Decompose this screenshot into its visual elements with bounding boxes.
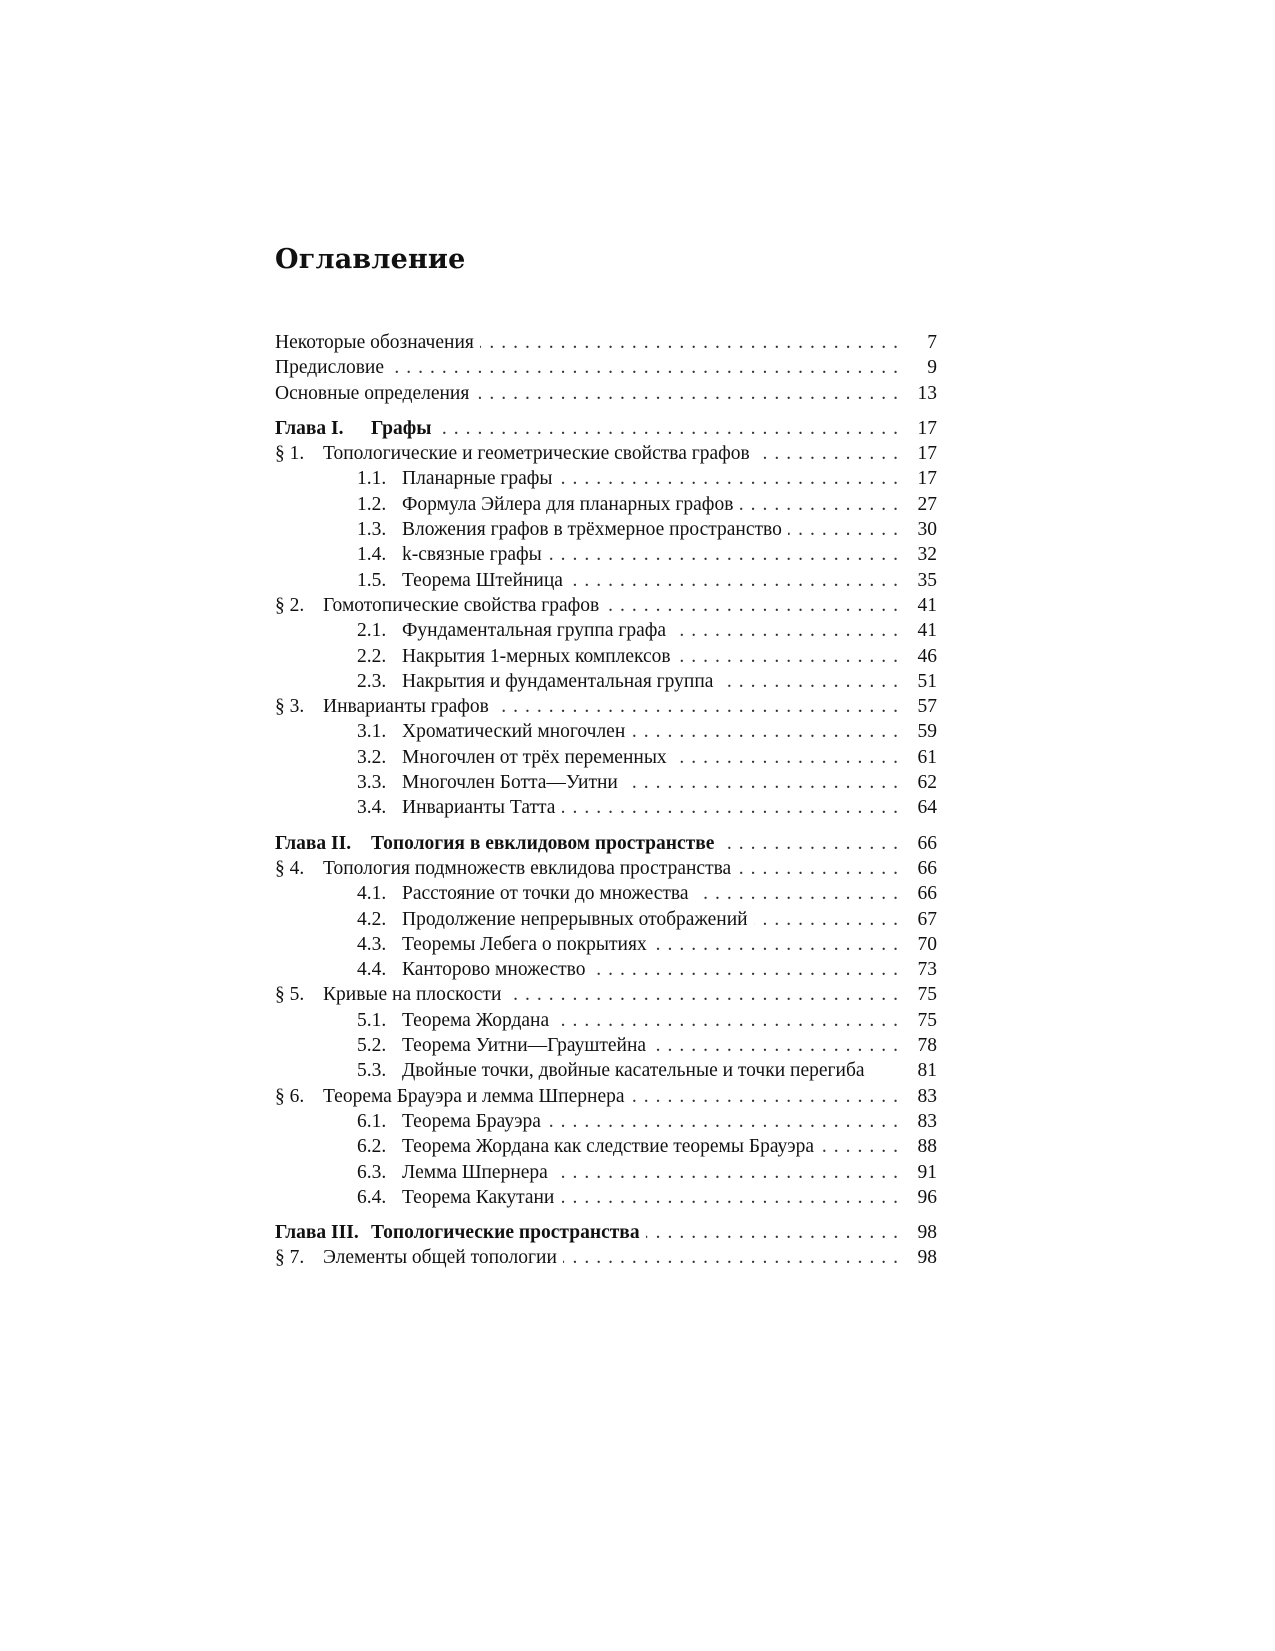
toc-entry-number: 4.1. [357,883,387,905]
toc-entry[interactable] [275,330,937,355]
toc-entry-title: Теорема Жордана [402,1009,550,1031]
toc-entry-page: 81 [917,1060,937,1082]
toc-entry-number: 5.3. [357,1060,387,1082]
toc-entry-number: 5.2. [357,1035,387,1057]
toc-entry-page: 59 [917,721,937,743]
toc-entry-number: § 7. [275,1247,305,1269]
toc-entry-title: Фундаментальная группа графа [402,620,667,642]
toc-entry-title: Двойные точки, двойные касательные и точки перегиба [402,1060,865,1082]
toc-entry-page: 41 [917,620,937,642]
toc-entry-title: Продолжение непрерывных отображений [402,908,748,930]
toc-entry-page: 13 [917,382,937,404]
toc-entry-title: Лемма Шпернера [402,1161,548,1183]
toc-entry-title: Основные определения [275,382,470,404]
dot-leader [554,1160,905,1185]
dot-leader [646,1220,905,1245]
toc-entry-title: Топология подмножеств евклидова пространства [323,857,732,879]
chapter-spacer [275,1210,937,1220]
table-of-contents [275,330,937,1271]
toc-entry-number: § 3. [275,696,305,718]
toc-entry-number: 1.3. [357,519,387,541]
dot-leader [739,492,905,517]
toc-entry[interactable] [275,542,937,567]
toc-entry-page: 70 [917,933,937,955]
toc-entry-number: § 2. [275,594,305,616]
toc-entry-title: Планарные графы [402,468,553,490]
toc-entry-page: 78 [917,1035,937,1057]
front-matter [275,330,937,406]
dot-leader [495,694,905,719]
dot-leader [547,1109,905,1134]
toc-entry-page: 75 [917,984,937,1006]
dot-leader [569,568,905,593]
toc-entry[interactable] [275,907,937,932]
dot-leader [653,932,905,957]
toc-entry-page: 91 [917,1161,937,1183]
toc-entry-number: 6.2. [357,1136,387,1158]
toc-entry-page: 66 [917,883,937,905]
toc-entry-page: 17 [917,443,937,465]
dot-leader [631,719,905,744]
toc-entry-title: Графы [371,417,432,439]
dot-leader [624,770,905,795]
toc-entry[interactable] [275,517,937,542]
toc-entry[interactable] [275,593,937,618]
toc-entry-page: 27 [917,493,937,515]
toc-entry-title: Топологические и геометрические свойства графов [323,443,750,465]
toc-entry-number: 4.3. [357,933,387,955]
toc-entry[interactable] [275,1160,937,1185]
toc-entry-title: Инварианты Татта [402,797,556,819]
dot-leader [673,745,905,770]
chapter-spacer [275,406,937,416]
toc-entry-page: 17 [917,468,937,490]
toc-entry-number: 3.3. [357,772,387,794]
toc-entry-number: 3.1. [357,721,387,743]
dot-leader [672,618,905,643]
toc-entry-page: 9 [927,357,937,379]
toc-entry-title: Теорема Штейница [402,569,563,591]
toc-entry-page: 83 [917,1110,937,1132]
toc-entry-title: Теорема Жордана как следствие теоремы Брауэра [402,1136,815,1158]
toc-entry-title: Гомотопические свойства графов [323,594,600,616]
dot-leader [719,669,905,694]
dot-leader [631,1084,905,1109]
toc-entry-title: Вложения графов в трёхмерное пространство [402,519,782,541]
toc-entry-number: § 5. [275,984,305,1006]
toc-entry-number: 6.3. [357,1161,387,1183]
dot-leader [788,517,905,542]
toc-entry-title: k-связные графы [402,544,542,566]
toc-entry-number: 4.2. [357,908,387,930]
toc-entry-title: Теоремы Лебега о покрытиях [402,933,647,955]
toc-entry-number: Глава I. [275,417,344,439]
toc-entry-title: Кривые на плоскости [323,984,502,1006]
toc-entry-number: 1.4. [357,544,387,566]
toc-entry-page: 7 [927,332,937,353]
toc-entry-page: 64 [917,797,937,819]
toc-entry-number: 4.4. [357,959,387,981]
dot-leader [720,831,905,856]
toc-entry-title: Накрытия 1-мерных комплексов [402,645,671,667]
toc-entry-page: 66 [917,857,937,879]
toc-entry-page: 17 [917,417,937,439]
toc-entry-title: Накрытия и фундаментальная группа [402,670,714,692]
toc-entry[interactable] [275,957,937,982]
toc-entry[interactable] [275,982,937,1007]
toc-entry-title: Элементы общей топологии [323,1247,557,1269]
toc-entry[interactable] [275,669,937,694]
toc-entry-page: 61 [917,746,937,768]
dot-leader [605,593,905,618]
toc-entry-number: 2.3. [357,670,387,692]
toc-entry-number: 2.2. [357,645,387,667]
toc-entry-title: Многочлен от трёх переменных [402,746,667,768]
dot-leader [754,907,905,932]
toc-entry-title: Теорема Уитни—Грауштейна [402,1035,647,1057]
toc-entry-page: 41 [917,594,937,616]
dot-leader [695,881,905,906]
toc-entry[interactable] [275,770,937,795]
toc-entry[interactable] [275,719,937,744]
toc-entry-page: 96 [917,1186,937,1208]
toc-entry-number: 6.1. [357,1110,387,1132]
toc-entry-number: 5.1. [357,1009,387,1031]
toc-entry[interactable] [275,1008,937,1033]
toc-entry-number: § 6. [275,1085,305,1107]
toc-entry-page: 66 [917,832,937,854]
toc-entry-page: 75 [917,1009,937,1031]
toc-entry-number: § 4. [275,857,305,879]
dot-leader [438,416,906,441]
toc-entry-title: Предисловие [275,357,385,379]
toc-entry-page: 32 [917,544,937,566]
toc-entry[interactable] [275,441,937,466]
toc-entry-title: Топологические пространства [371,1222,640,1244]
toc-entry-title: Формула Эйлера для планарных графов [402,493,734,515]
toc-entry-page: 30 [917,519,937,541]
toc-entry-page: 73 [917,959,937,981]
toc-entry-page: 57 [917,696,937,718]
toc-entry[interactable] [275,745,937,770]
toc-entry-number: 3.2. [357,746,387,768]
chapters-list [275,406,937,1271]
toc-entry-title: Некоторые обозначения [275,332,474,353]
toc-entry-number: 3.4. [357,797,387,819]
toc-entry[interactable] [275,568,937,593]
toc-entry[interactable] [275,355,937,380]
toc-entry-number: 1.2. [357,493,387,515]
dot-leader [559,466,905,491]
toc-entry-number: 2.1. [357,620,387,642]
toc-entry-number: Глава III. [275,1222,359,1244]
toc-entry[interactable] [275,694,937,719]
toc-entry-page: 62 [917,772,937,794]
toc-entry[interactable] [275,416,937,441]
toc-entry-title: Хроматический многочлен [402,721,626,743]
dot-leader [475,381,905,406]
chapter-spacer [275,821,937,831]
toc-entry-page: 46 [917,645,937,667]
toc-entry-title: Канторово множество [402,959,586,981]
toc-entry[interactable] [275,831,937,856]
toc-entry[interactable] [275,932,937,957]
dot-leader [560,1185,905,1210]
dot-leader [652,1033,905,1058]
toc-entry[interactable] [275,1058,937,1083]
toc-entry-page: 98 [917,1222,937,1244]
dot-leader [756,441,905,466]
toc-entry-number: 1.1. [357,468,387,490]
dot-leader [677,644,905,669]
toc-entry-page: 67 [917,908,937,930]
dot-leader [555,1008,905,1033]
toc-entry[interactable] [275,1134,937,1159]
page-title: Оглавление [275,244,466,275]
toc-entry[interactable] [275,881,937,906]
toc-entry-page: 98 [917,1247,937,1269]
dot-leader [548,542,905,567]
toc-entry-title: Многочлен Ботта—Уитни [402,772,618,794]
toc-entry[interactable] [275,644,937,669]
toc-entry-title: Теорема Брауэра [402,1110,541,1132]
toc-entry-page: 88 [917,1136,937,1158]
toc-entry-number: Глава II. [275,832,352,854]
toc-entry-number: 1.5. [357,569,387,591]
toc-entry[interactable] [275,1185,937,1210]
toc-entry[interactable] [275,1245,937,1270]
dot-leader [737,856,905,881]
toc-entry-title: Топология в евклидовом пространстве [371,832,715,854]
dot-leader [480,330,905,355]
toc-entry[interactable] [275,381,937,406]
dot-leader [591,957,905,982]
dot-leader [561,795,905,820]
toc-entry[interactable] [275,492,937,517]
toc-entry-page: 35 [917,569,937,591]
dot-leader [820,1134,905,1159]
toc-entry-page: 51 [917,670,937,692]
dot-leader [507,982,905,1007]
toc-entry[interactable] [275,1033,937,1058]
toc-entry-number: 6.4. [357,1186,387,1208]
toc-entry-page: 83 [917,1085,937,1107]
toc-entry-title: Теорема Брауэра и лемма Шпернера [323,1085,625,1107]
toc-entry-title: Расстояние от точки до множества [402,883,689,905]
toc-entry[interactable] [275,795,937,820]
toc-entry[interactable] [275,856,937,881]
toc-entry-number: § 1. [275,443,305,465]
toc-entry[interactable] [275,1109,937,1134]
toc-entry[interactable] [275,618,937,643]
dot-leader [390,355,905,380]
dot-leader [563,1245,905,1270]
toc-entry[interactable] [275,1084,937,1109]
toc-entry-title: Теорема Какутани [402,1186,555,1208]
toc-entry[interactable] [275,1220,937,1245]
toc-entry-title: Инварианты графов [323,696,489,718]
toc-entry[interactable] [275,466,937,491]
